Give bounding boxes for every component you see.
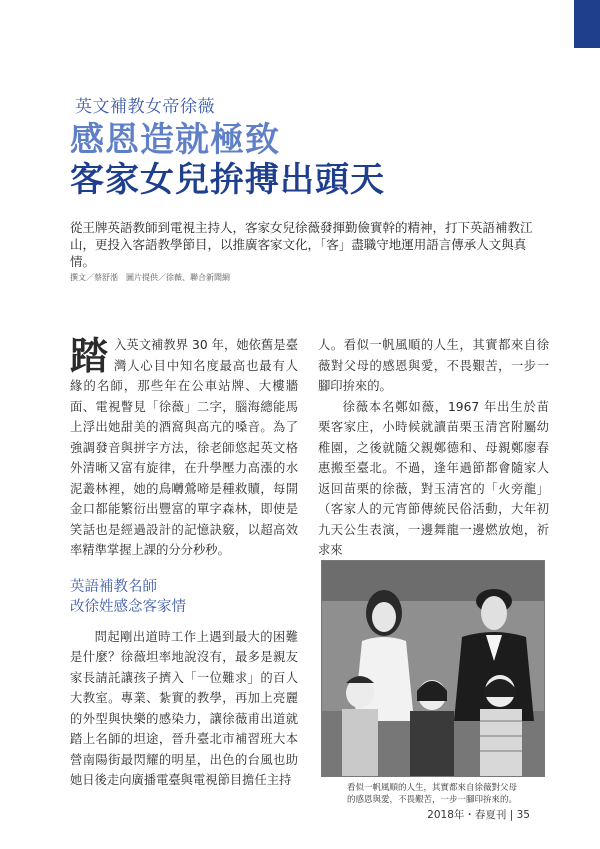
section-subhead	[70, 577, 298, 617]
article-paragraph-4: 徐薇本名鄭如薇，1967 年出生於苗栗客家庄，小時候就讀苗栗玉清宮附屬幼稚園，之後就隨父親鄭德和、母親鄭廖春惠搬至臺北。不過，逢年過節都會隨家人返回苗栗的徐薇，對玉清宮的「火旁龍」（客家人的元宵節傳統民俗活動，大年初九天公生表演，一邊舞龍一邊燃放炮，祈求來	[318, 399, 549, 557]
issue-label: 2018年・春夏刊	[427, 809, 507, 821]
subhead-line2: 改徐姓感念客家情	[70, 598, 186, 615]
page-footer	[427, 807, 530, 822]
paragraph-1-text: 入英文補教界 30 年，她依舊是臺灣人心目中知名度最高也最有人緣的名師，那些年在公車站牌、大樓牆面、電視瞥見「徐薇」二字，腦海總能馬上浮出她甜美的酒窩與高亢的嗓音。為了強調發音與拼字方法，徐老師悠起英文格外清晰又富有旋律，在升學壓力高漲的水泥叢林裡，她的鳥囀鶯啼是種救贖，每開金口都能繁衍出豐富的單字森林，即使是笑話也是經過設計的記憶訣竅，以超高效率精準掌握上課的分分秒秒。	[70, 338, 298, 557]
page-number: 35	[516, 809, 530, 821]
drop-cap: 踏	[70, 334, 109, 378]
article-credit: 撰文／蔡舒湉 圖片提供／徐薇、聯合新聞網	[70, 273, 230, 282]
article-paragraph-1	[70, 335, 298, 561]
article-paragraph-3: 人。看似一帆風順的人生，其實都來自徐薇對父母的感恩與愛，不畏艱苦，一步一腳印拚來的。	[318, 338, 549, 393]
caption-line1: 看似一帆風順的人生，其實都來自徐薇對父母	[346, 783, 517, 793]
subhead-line1: 英語補教名師	[70, 578, 157, 595]
photo-caption	[321, 782, 543, 806]
family-photo	[321, 560, 545, 777]
article-kicker: 英文補教女帝徐薇	[75, 97, 215, 117]
article-column-right	[318, 335, 549, 561]
article-paragraph-2: 問起剛出道時工作上遇到最大的困難是什麼？徐薇坦率地說沒有，最多是親友家長請託讓孩子擠入「一位難求」的百人大教室。專業、紮實的教學，再加上亮麗的外型與快樂的感染力，讓徐薇甫出道就踏上名師的坦途，晉升臺北市補習班大本營南陽街最閃耀的明星，出色的台風也助她日後走向廣播電臺與電視節目擔任主持	[70, 629, 298, 787]
footer-separator: |	[509, 809, 514, 821]
corner-color-tab	[574, 0, 600, 48]
article-title-line2: 客家女兒拚搏出頭天	[70, 160, 385, 200]
caption-line2: 的感恩與愛，不畏艱苦，一步一腳印拚來的。	[346, 795, 517, 805]
article-lead: 從王牌英語教師到電視主持人，客家女兒徐薇發揮勤儉實幹的精神，打下英語補教江山，更投入客語教學節目，以推廣客家文化，「客」盡職守地運用語言傳承人文與真情。	[70, 220, 533, 269]
family-photo-illustration	[322, 561, 544, 776]
article-title-line1: 感恩造就極致	[70, 120, 280, 160]
article-column-left	[70, 335, 298, 791]
